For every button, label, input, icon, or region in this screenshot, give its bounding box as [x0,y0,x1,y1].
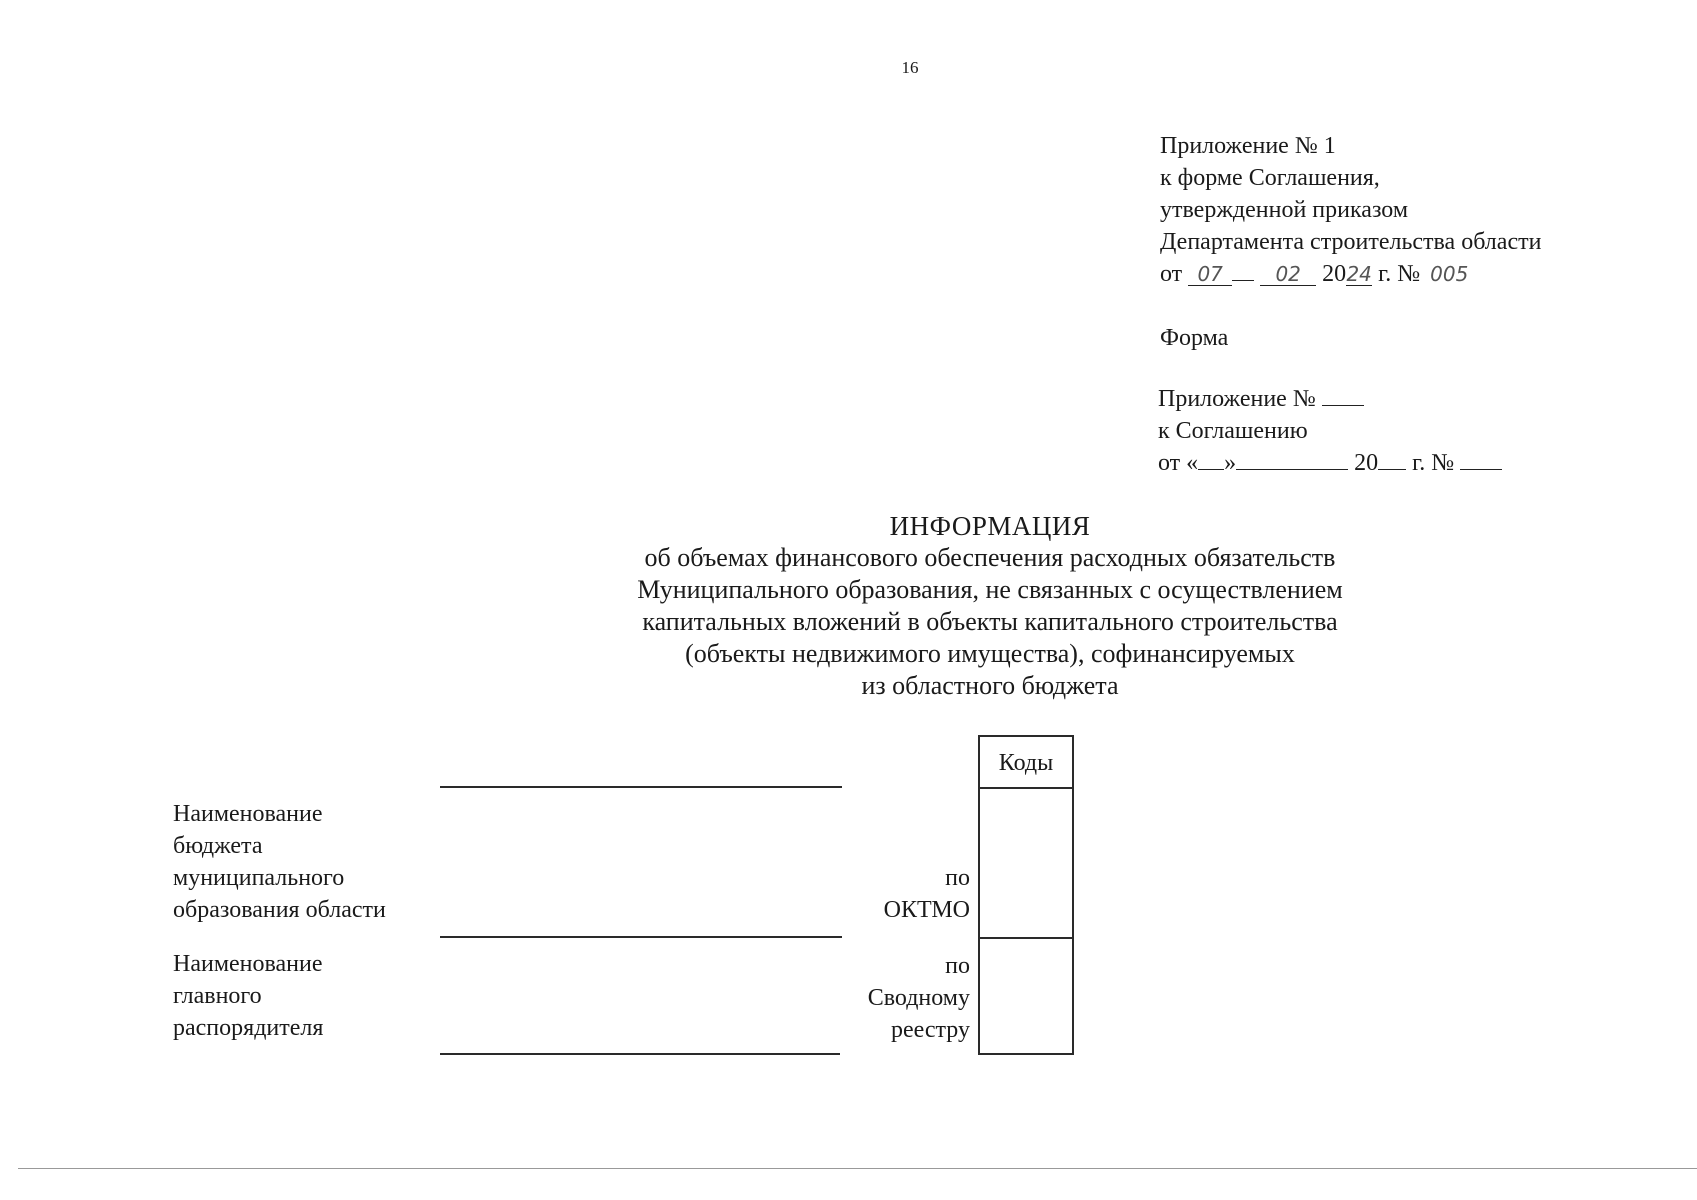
document-heading [460,510,1520,702]
date-prefix: от [1160,261,1183,287]
annex-month-blank [1236,447,1348,470]
codes-table [978,735,1074,1055]
appendix-line-1: Приложение № 1 [1160,133,1336,159]
budget-label-line-3: муниципального [173,865,345,891]
heading-line-4: (объекты недвижимого имущества), софинансируемых [685,639,1295,668]
annex-date-line [1158,447,1502,479]
budget-name-fill-line[interactable] [440,936,842,938]
heading-line-5: из областного бюджета [861,671,1119,700]
heading-title: ИНФОРМАЦИЯ [889,511,1091,541]
appendix-date-line [1160,258,1541,290]
oktmo-code-cell[interactable] [980,789,1072,939]
registry-label-line-2: Сводному [867,985,970,1011]
budget-name-label [173,798,386,926]
main-manager-fill-line[interactable] [440,1053,840,1055]
number-prefix: г. № [1378,261,1421,287]
appendix-approval-block [1160,130,1541,290]
top-fill-line [440,786,842,788]
annex-date-prefix: от « [1158,450,1199,476]
annex-year-prefix: 20 [1354,450,1379,476]
heading-line-3: капитальных вложений в объекты капитального строительства [642,607,1338,636]
budget-label-line-2: бюджета [173,833,263,859]
page-bottom-rule [18,1168,1697,1169]
heading-line-2: Муниципального образования, не связанных с осуществлением [637,575,1343,604]
appendix-line-2: к форме Соглашения, [1160,165,1380,191]
heading-line-1: об объемах финансового обеспечения расходных обязательств [644,543,1336,572]
codes-header: Коды [980,737,1072,789]
annex-reg-number-blank [1460,447,1502,470]
annex-number-label: Приложение № [1158,386,1316,412]
manager-label-line-1: Наименование [173,951,323,977]
annex-number-prefix: г. № [1412,450,1455,476]
handwritten-day: 07 [1188,263,1232,286]
handwritten-year: 24 [1346,262,1372,286]
oktmo-label [850,862,970,926]
appendix-line-4: Департамента строительства области [1160,229,1542,255]
annex-line-2: к Соглашению [1158,418,1308,444]
registry-code-cell[interactable] [980,939,1072,1053]
manager-label-line-2: главного [173,983,262,1009]
registry-label-line-3: реестру [890,1017,970,1043]
annex-year-blank [1378,447,1406,470]
handwritten-number: 005 [1430,262,1469,286]
registry-label-line-1: по [945,953,970,979]
appendix-line-3: утвержденной приказом [1160,197,1409,223]
page-number: 16 [901,58,919,77]
annex-number-blank [1322,383,1364,406]
year-prefix: 20 [1322,261,1347,287]
main-manager-label [173,948,323,1044]
oktmo-label-line-1: по [945,865,970,891]
annex-line-1 [1158,383,1502,415]
agreement-annex-block [1158,383,1502,479]
manager-label-line-3: распорядителя [173,1015,324,1041]
budget-label-line-4: образования области [173,897,386,923]
annex-date-mid: » [1224,450,1237,476]
date-gap [1232,258,1254,281]
annex-day-blank [1198,447,1224,470]
oktmo-label-line-2: ОКТМО [883,897,970,923]
handwritten-month: 02 [1260,263,1316,286]
registry-label [820,950,970,1046]
budget-label-line-1: Наименование [173,801,323,827]
form-label: Форма [1160,325,1229,351]
